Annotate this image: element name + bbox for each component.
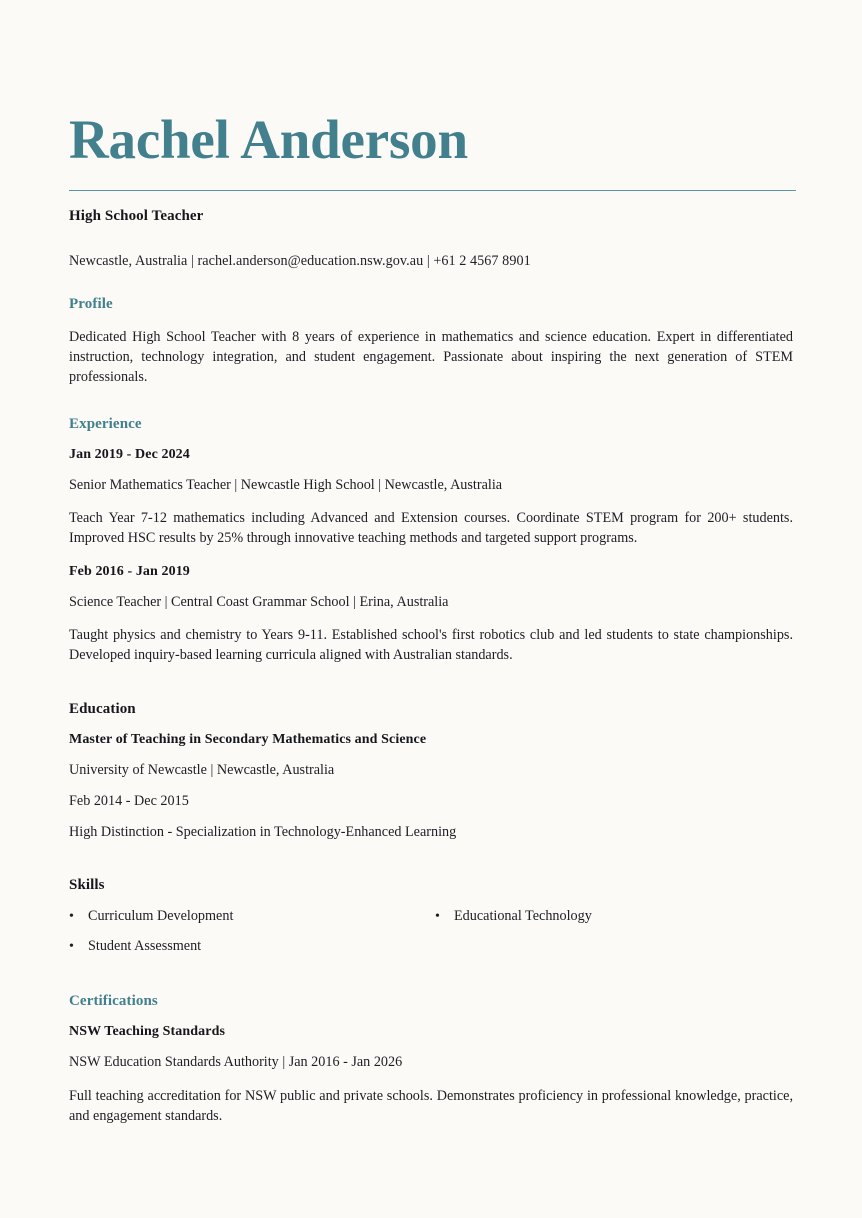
certification-meta: NSW Education Standards Authority | Jan 2016 - Jan 2026 xyxy=(69,1054,403,1071)
section-heading-education: Education xyxy=(69,701,136,718)
certification-name: NSW Teaching Standards xyxy=(69,1024,226,1040)
education-dates: Feb 2014 - Dec 2015 xyxy=(69,793,189,810)
section-certifications xyxy=(69,993,793,1126)
list-item xyxy=(69,938,435,955)
education-entry xyxy=(69,732,793,841)
job-title: High School Teacher xyxy=(69,208,204,225)
education-degree: Master of Teaching in Secondary Mathematics and Science xyxy=(69,732,427,748)
education-institution: University of Newcastle | Newcastle, Australia xyxy=(69,762,335,779)
skills-list xyxy=(69,908,793,955)
skill-label: Curriculum Development xyxy=(88,908,234,925)
certification-entry xyxy=(69,1024,793,1126)
page-title: Rachel Anderson xyxy=(69,109,468,170)
section-heading-skills: Skills xyxy=(69,877,105,894)
skill-label: Student Assessment xyxy=(88,938,202,955)
experience-entry-description: Teach Year 7-12 mathematics including Advanced and Extension courses. Coordinate STEM program for 200+ students. Improved HSC results by 25% through innovative teaching methods and targeted support programs. xyxy=(69,509,793,546)
certification-description: Full teaching accreditation for NSW public and private schools. Demonstrates proficiency in professional knowledge, practice, and engagement standards. xyxy=(69,1088,793,1125)
profile-text: Dedicated High School Teacher with 8 years of experience in mathematics and science education. Expert in differentiated instruction, technology integration, and student engagement. Passionate about inspiring the next generation of STEM professionals. xyxy=(69,329,793,386)
list-item xyxy=(435,908,793,925)
section-education xyxy=(69,701,793,841)
section-experience xyxy=(69,416,793,666)
experience-entry-date: Feb 2016 - Jan 2019 xyxy=(69,563,190,579)
experience-entry-meta: Senior Mathematics Teacher | Newcastle High School | Newcastle, Australia xyxy=(69,476,503,493)
experience-entry-date: Jan 2019 - Dec 2024 xyxy=(69,446,190,462)
experience-entry-meta: Science Teacher | Central Coast Grammar School | Erina, Australia xyxy=(69,593,449,610)
list-item xyxy=(69,908,435,925)
skill-label: Educational Technology xyxy=(454,908,592,925)
bullet-icon: • xyxy=(69,939,74,955)
header-divider xyxy=(69,190,796,191)
education-note: High Distinction - Specialization in Technology-Enhanced Learning xyxy=(69,824,457,841)
bullet-icon: • xyxy=(435,909,440,925)
experience-entry-description: Taught physics and chemistry to Years 9-11. Established school's first robotics club and led students to state championships. Developed inquiry-based learning curricula aligned with Australian standards. xyxy=(69,626,793,664)
section-heading-experience: Experience xyxy=(69,415,142,432)
resume-header xyxy=(69,0,793,270)
contact-line: Newcastle, Australia | rachel.anderson@education.nsw.gov.au | +61 2 4567 8901 xyxy=(69,253,531,270)
section-profile xyxy=(69,296,793,387)
experience-entry xyxy=(69,564,793,665)
section-heading-certifications: Certifications xyxy=(69,993,158,1010)
section-skills xyxy=(69,877,793,955)
bullet-icon: • xyxy=(69,909,74,925)
experience-entry xyxy=(69,447,793,548)
section-heading-profile: Profile xyxy=(69,296,113,313)
